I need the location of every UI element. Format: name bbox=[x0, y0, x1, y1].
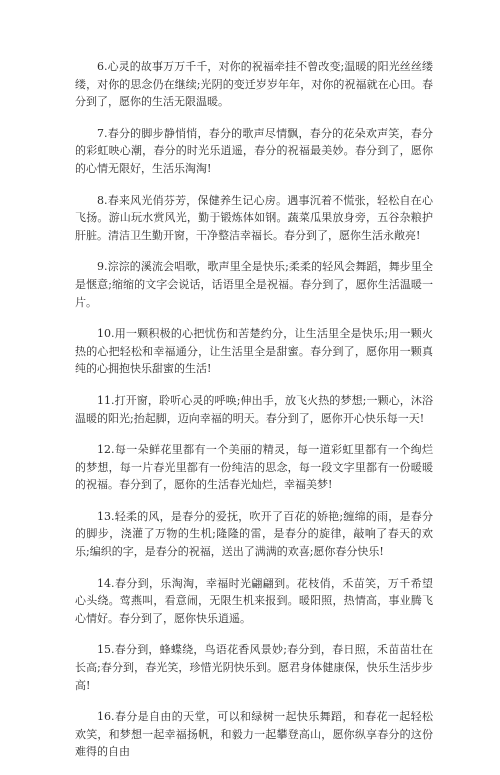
paragraph-14: 14.春分到，乐淘淘，幸福时光翩翩到。花枝俏，禾苗笑，万千希望心头绕。莺燕叫，看意闹，无限生机来报到。暖阳照，热情高，事业腾飞心情好。春分到了，愿你快乐逍遥。 bbox=[75, 576, 433, 625]
paragraph-15: 15.春分到，蜂蝶绕，鸟语花香风景妙;春分到，春日照，禾苗苗壮在长高;春分到，春光笑，珍惜光阴快乐到。愿君身体健康保，快乐生活步步高! bbox=[75, 643, 433, 692]
paragraph-11: 11.打开窗，聆听心灵的呼唤;伸出手，放飞火热的梦想;一颗心，沐浴温暖的阳光;抬起脚，迈向幸福的明天。春分到了，愿你开心快乐每一天! bbox=[75, 393, 433, 425]
article-body bbox=[75, 58, 433, 775]
paragraph-6: 6.心灵的故事万万千千，对你的祝福牵挂不曾改变;温暖的阳光丝丝缕缕，对你的思念仍在继续;光阴的变迁岁岁年年，对你的祝福就在心田。春分到了，愿你的生活无限温暖。 bbox=[75, 60, 433, 109]
paragraph-12: 12.每一朵鲜花里都有一个美丽的精灵，每一道彩虹里都有一个绚烂的梦想，每一片春光里都有一份纯洁的思念，每一段文字里都有一份暖暖的祝福。春分到了，愿你的生活春光灿烂，幸福美梦! bbox=[75, 443, 433, 492]
paragraph-10: 10.用一颗积极的心把忧伤和苦楚约分，让生活里全是快乐;用一颗火热的心把轻松和幸福通分，让生活里全是甜蜜。春分到了，愿你用一颗真纯的心拥抱快乐甜蜜的生活! bbox=[75, 327, 433, 376]
paragraph-13: 13.轻柔的风，是春分的爱抚，吹开了百花的娇艳;缠绵的雨，是春分的脚步，浇灌了万物的生机;隆隆的雷，是春分的旋律，敲响了春天的欢乐;编织的字，是春分的祝福，送出了满满的欢喜;愿你春分快乐! bbox=[75, 509, 433, 559]
paragraph-7: 7.春分的脚步静悄悄，春分的歌声尽情飘，春分的花朵欢声笑，春分的彩虹映心潮，春分的时光乐逍遥，春分的祝福最美妙。春分到了，愿你的心情无限好，生活乐淘淘! bbox=[75, 126, 433, 175]
paragraph-16: 16.春分是自由的天堂，可以和绿树一起快乐舞蹈，和春花一起轻松欢笑，和梦想一起幸福扬帆，和毅力一起攀登高山，愿你纵享春分的这份难得的自由 bbox=[75, 710, 433, 759]
paragraph-8: 8.春来风光俏芬芳，保健养生记心房。遇事沉着不慌张，轻松自在心飞扬。游山玩水赏风光，勤于锻炼体如钢。蔬菜瓜果放身旁，五谷杂粮护肝脏。清洁卫生勤开窗，干净整洁幸福长。春分到了，愿你生活永敞亮! bbox=[75, 193, 433, 242]
paragraph-9: 9.淙淙的溪流会唱歌，歌声里全是快乐;柔柔的轻风会舞蹈，舞步里全是惬意;缩缩的文字会说话，话语里全是祝福。春分到了，愿你生活温暖一片。 bbox=[75, 260, 433, 309]
